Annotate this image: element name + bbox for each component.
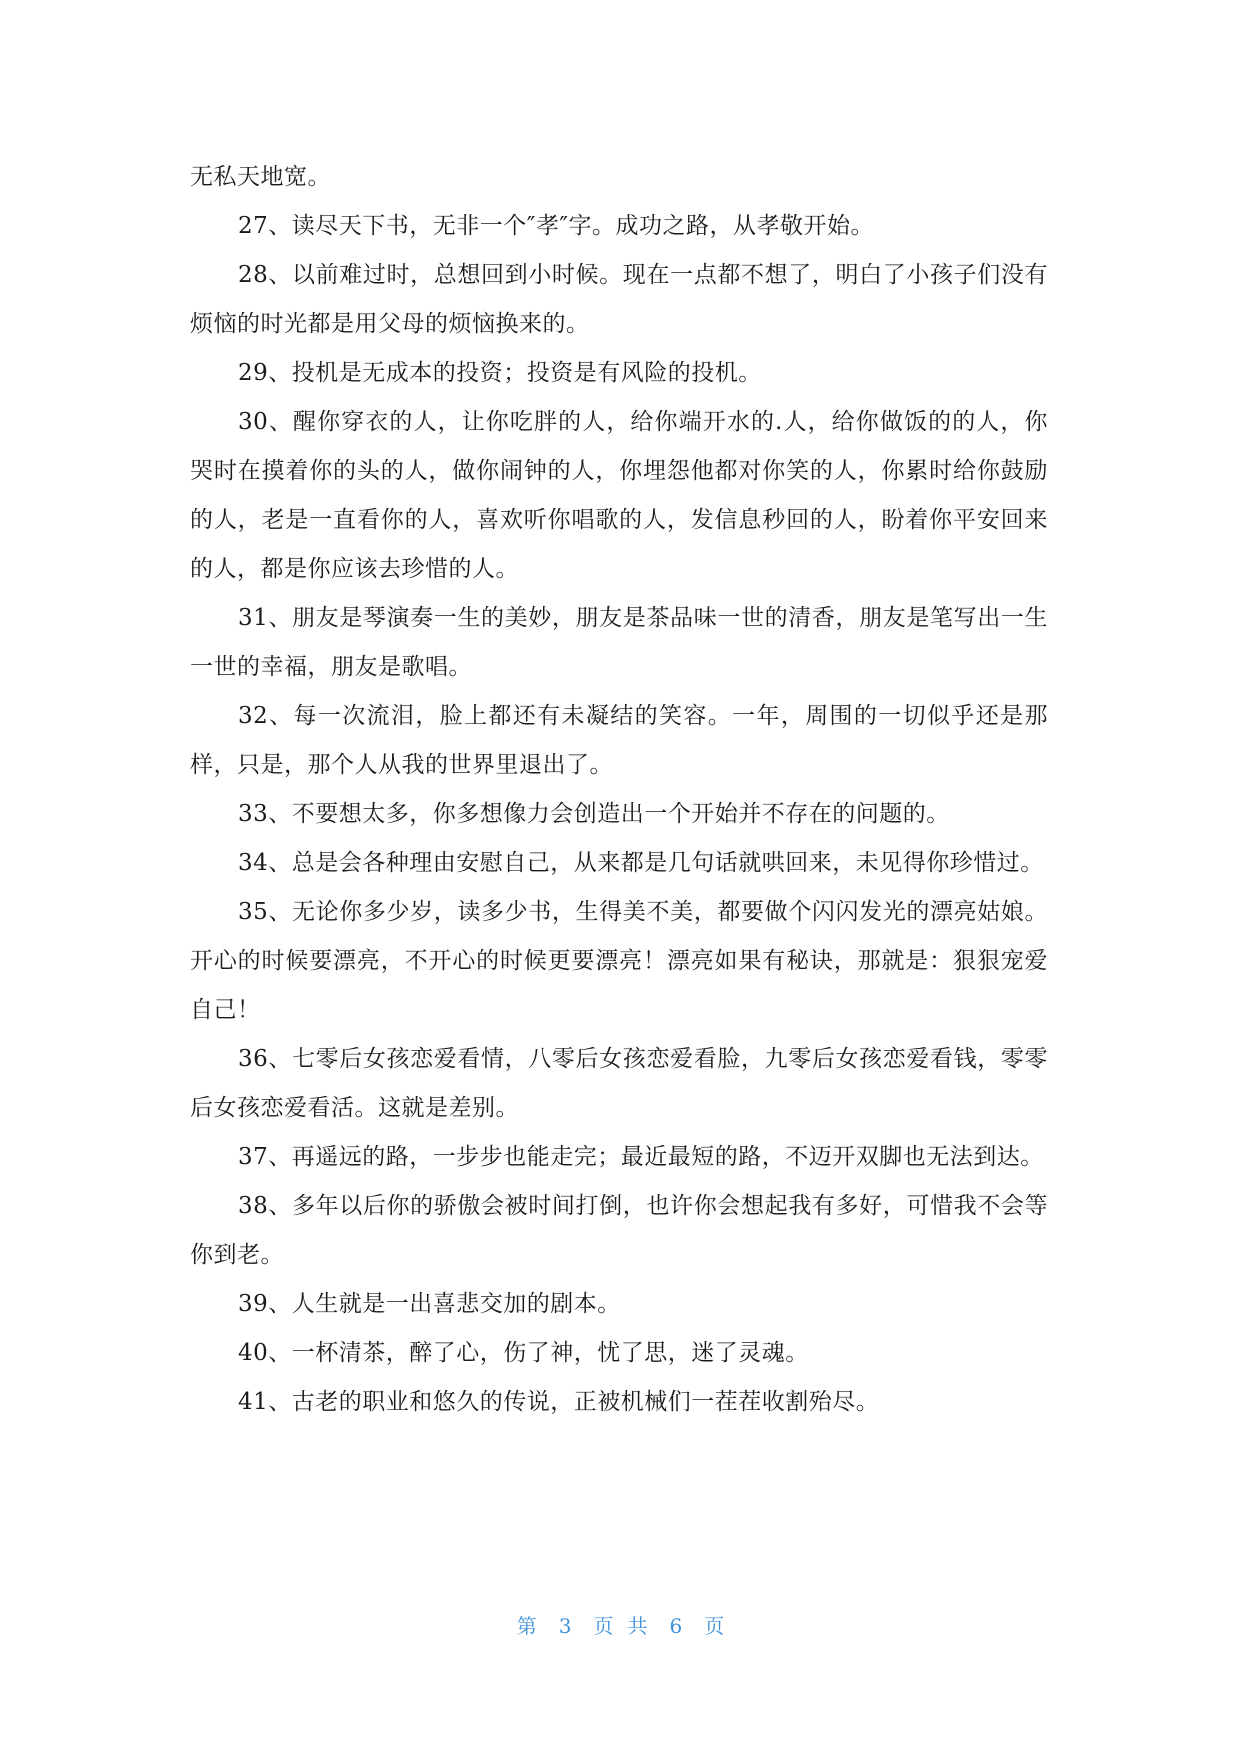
footer-suffix: 页 (704, 1614, 725, 1638)
paragraph: 35、无论你多少岁，读多少书，生得美不美，都要做个闪闪发光的漂亮姑娘。开心的时候要漂亮，不开心的时候更要漂亮！漂亮如果有秘诀，那就是：狠狠宠爱自己！ (190, 899, 1048, 1023)
paragraph: 41、古老的职业和悠久的传说，正被机械们一茬茬收割殆尽。 (238, 1389, 880, 1415)
footer-prefix: 第 (516, 1614, 537, 1638)
footer-total-pages: 6 (669, 1614, 683, 1638)
paragraph: 28、以前难过时，总想回到小时候。现在一点都不想了，明白了小孩子们没有烦恼的时光都是用父母的烦恼换来的。 (190, 262, 1048, 337)
footer-middle: 页共 (593, 1614, 662, 1638)
paragraph: 31、朋友是琴演奏一生的美妙，朋友是茶品味一世的清香，朋友是笔写出一生一世的幸福，朋友是歌唱。 (190, 605, 1048, 680)
paragraph: 40、一杯清茶，醉了心，伤了神，忧了思，迷了灵魂。 (238, 1340, 809, 1366)
paragraph: 34、总是会各种理由安慰自己，从来都是几句话就哄回来，未见得你珍惜过。 (238, 850, 1044, 876)
paragraph: 27、读尽天下书，无非一个″孝″字。成功之路，从孝敬开始。 (238, 213, 874, 239)
paragraph: 33、不要想太多，你多想像力会创造出一个开始并不存在的问题的。 (238, 801, 950, 827)
paragraph: 无私天地宽。 (190, 164, 331, 190)
paragraph: 30、醒你穿衣的人，让你吃胖的人，给你端开水的.人，给你做饭的的人，你哭时在摸着你的头的人，做你闹钟的人，你埋怨他都对你笑的人，你累时给你鼓励的人，老是一直看你的人，喜欢听你唱歌的人，发信息秒回的人，盼着你平安回来的人，都是你应该去珍惜的人。 (190, 409, 1048, 582)
paragraph: 29、投机是无成本的投资；投资是有风险的投机。 (238, 360, 762, 386)
footer-current-page: 3 (558, 1614, 572, 1638)
paragraph: 37、再遥远的路，一步步也能走完；最近最短的路，不迈开双脚也无法到达。 (238, 1144, 1044, 1170)
paragraph: 38、多年以后你的骄傲会被时间打倒，也许你会想起我有多好，可惜我不会等你到老。 (190, 1193, 1048, 1268)
page-footer (0, 1610, 1241, 1639)
document-body (190, 153, 1048, 1427)
paragraph: 32、每一次流泪，脸上都还有未凝结的笑容。一年，周围的一切似乎还是那样，只是，那个人从我的世界里退出了。 (190, 703, 1048, 778)
paragraph: 36、七零后女孩恋爱看情，八零后女孩恋爱看脸，九零后女孩恋爱看钱，零零后女孩恋爱看活。这就是差别。 (190, 1046, 1048, 1121)
paragraph: 39、人生就是一出喜悲交加的剧本。 (238, 1291, 621, 1317)
